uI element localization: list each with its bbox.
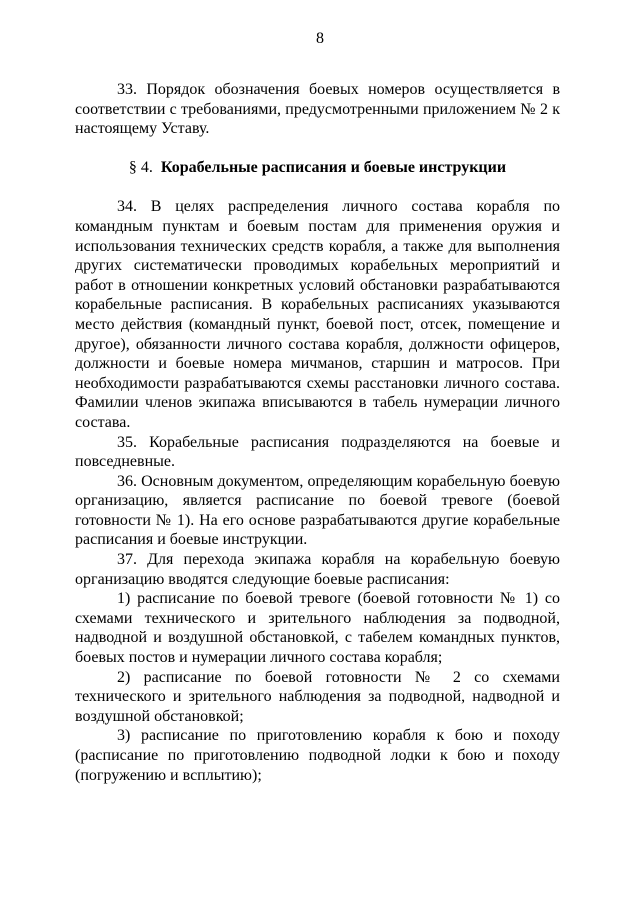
- list-item-1: 1) расписание по боевой тревоге (боевой готовности № 1) со схемами технического и зрительного наблюдения за подводной, надводной и воздушной обстановкой, с табелем командных пунктов, боевых постов и нумерации личного состава корабля;: [75, 590, 560, 667]
- list-item-2: 2) расписание по боевой готовности № 2 со схемами технического и зрительного наблюдения за подводной, надводной и воздушной обстановкой;: [75, 668, 560, 725]
- document-body: [75, 80, 560, 785]
- page-number: 8: [316, 30, 324, 47]
- paragraph-37: 37. Для перехода экипажа корабля на корабельную боевую организацию вводятся следующие боевые расписания:: [75, 551, 560, 588]
- paragraph-34: 34. В целях распределения личного состава корабля по командным пунктам и боевым постам для применения оружия и использования технических средств корабля, а также для выполнения других систематически проводимых корабельных мероприятий и работ в отношении конкретных условий обстановки разрабатываются корабельные расписания. В корабельных расписаниях указываются место действия (командный пункт, боевой пост, отсек, помещение и другое), обязанности личного состава корабля, должности офицеров, должности и боевые номера мичманов, старшин и матросов. При необходимости разрабатываются схемы расстановки личного состава. Фамилии членов экипажа вписываются в табель нумерации личного состава.: [75, 198, 560, 431]
- paragraph-33: 33. Порядок обозначения боевых номеров осуществляется в соответствии с требованиями, предусмотренными приложением № 2 к настоящему Уставу.: [75, 81, 560, 138]
- paragraph-35: 35. Корабельные расписания подразделяются на боевые и повседневные.: [75, 433, 560, 471]
- section-heading: [75, 158, 560, 178]
- section-title: Корабельные расписания и боевые инструкции: [160, 158, 507, 176]
- list-item-3: 3) расписание по приготовлению корабля к бою и походу (расписание по приготовлению подводной лодки к бою и походу (погружению и всплытию);: [75, 727, 560, 784]
- section-symbol: § 4.: [128, 158, 153, 176]
- paragraph-36: 36. Основным документом, определяющим корабельную боевую организацию, является расписание по боевой тревоге (боевой готовности № 1). На его основе разрабатываются другие корабельные расписания и боевые инструкции.: [75, 472, 560, 549]
